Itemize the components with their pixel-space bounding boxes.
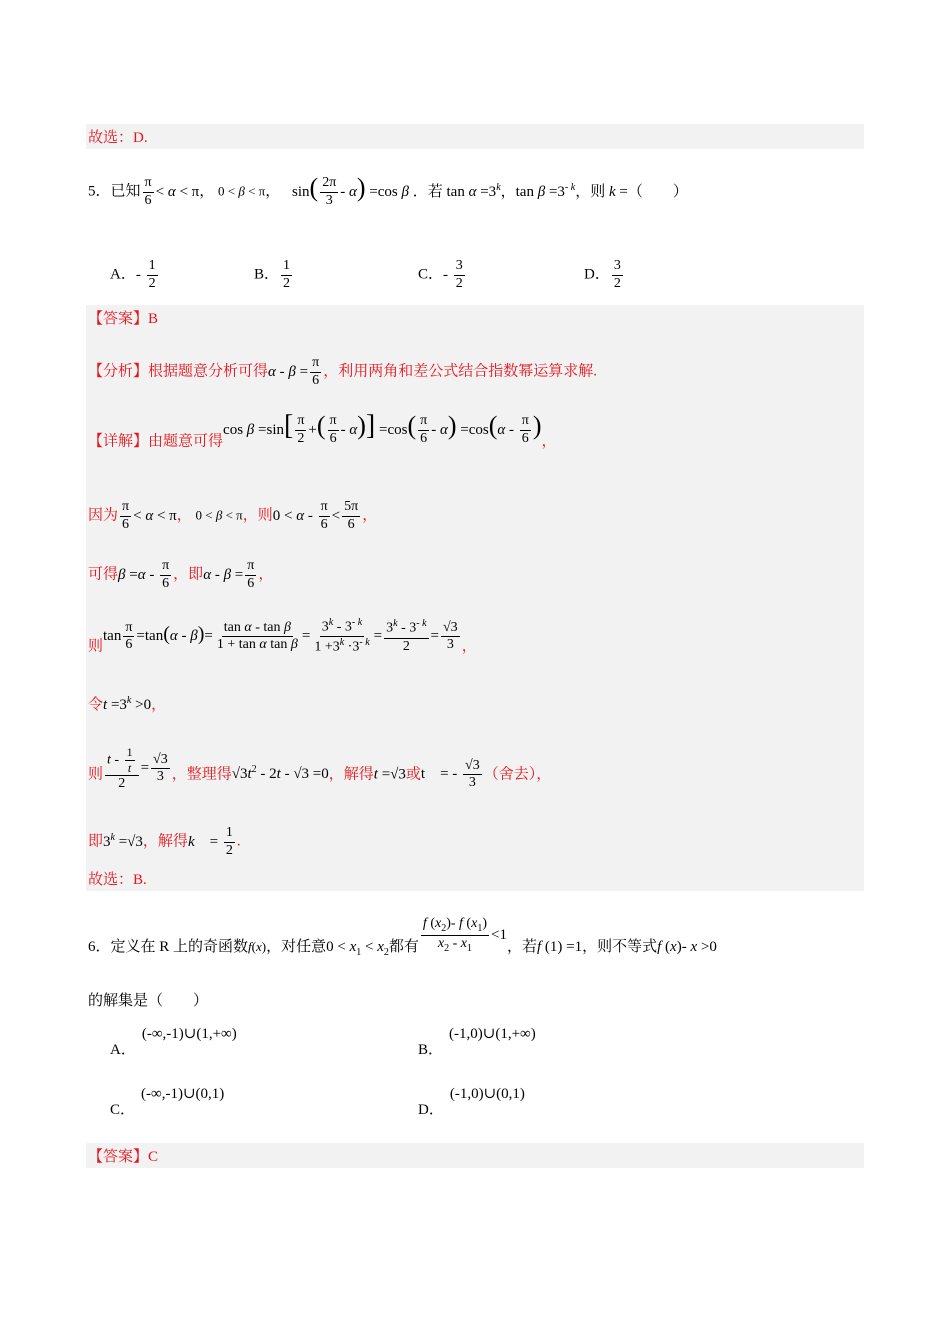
step6-k: k = $\frac{1}{2}$ bbox=[187, 825, 233, 858]
q5-analysis bbox=[88, 356, 597, 388]
detail-text: 由题意可得 bbox=[148, 433, 224, 450]
q6-stem bbox=[88, 916, 717, 967]
step6-text2: ，解得 bbox=[142, 833, 188, 850]
step1-text1: 因为 bbox=[88, 507, 119, 524]
analysis-formula: α - β = $\frac{\pi}{6}$ bbox=[268, 355, 320, 388]
q5-detail: 【详解】由题意可得cos β =sin[ $\frac{\pi}{2}$ +( $\frac{\pi}{6}$ - α)] =cos( $\frac{\pi}{6}$ - α) =cos(α - $\frac{\pi}{6}$ )， bbox=[88, 409, 557, 450]
step3-text: 则 bbox=[88, 638, 104, 655]
q5-option-a[interactable]: A．- $\frac{1}{2}$ bbox=[110, 258, 156, 291]
q6-stem5: ，则不等式 bbox=[582, 939, 658, 956]
q6-slope: $\frac{f (x_2)- f (x_1)}{x_2 - x_1}$ <1 bbox=[422, 916, 507, 955]
step5-text3: ，解得 bbox=[328, 766, 374, 783]
q6-stem1: 6．定义在 R 上的奇函数 bbox=[88, 939, 249, 956]
step5-text2: ，整理得 bbox=[171, 766, 232, 783]
analysis-text2: ，利用两角和差公式结合指数幂运算求解. bbox=[323, 363, 597, 380]
q6-f1: f (1) =1 bbox=[536, 939, 583, 956]
step3-formula: tan $\frac{\pi}{6}$ =tan(α - β)= $\frac{\text{tan α - tan β}}{\text{1 + tan α tan β}}$ = $\frac{3^k - 3^{- k}}{1 +3^k \cdot 3^{- k}}$ = $\frac{3^k - 3^{- k}}{2}$ = $\frac{√3}{3}$ bbox=[103, 617, 458, 655]
solution-band-q5 bbox=[86, 305, 864, 891]
q5-stem: 5．已知 $\frac{\pi}{6}$ < α < π， 0 < β < π， sin( $\frac{2\pi}{3}$ - α) =cos β ．若 $\tan \alpha =3^k$，$\tan \beta =3^{- k}$，则 k =（ ） bbox=[88, 172, 688, 208]
step5-text4: 或 bbox=[405, 766, 421, 783]
q5-condition-tan: ．若 $\tan \alpha =3^k$，$\tan \beta =3^{- k}$，则 k =（ ） bbox=[412, 181, 688, 200]
q5-condition-sin: sin( $\frac{2\pi}{3}$ - α) =cos β bbox=[292, 172, 410, 208]
q5-answer: 【答案】B bbox=[88, 311, 159, 327]
q5-option-b[interactable]: B． $\frac{1}{2}$ bbox=[254, 258, 291, 291]
q5-conclusion: 故选：B. bbox=[88, 872, 147, 888]
q6-answer: 【答案】C bbox=[88, 1149, 159, 1165]
prev-conclusion: 故选：D. bbox=[88, 130, 148, 146]
detail-tag: 【详解】 bbox=[88, 433, 149, 450]
step5-root2: t = - $\frac{√3}{3}$ bbox=[420, 757, 480, 791]
answer-band-q6 bbox=[86, 1143, 864, 1168]
step5-text5: （舍去）， bbox=[483, 766, 552, 783]
step5-quadratic: $√3t^2 - 2t - √3 =0$ bbox=[231, 764, 329, 783]
detail-formula: cos β =sin[ $\frac{\pi}{2}$ +( $\frac{\pi}{6}$ - α)] =cos( $\frac{\pi}{6}$ - α) =cos(α - $\frac{\pi}{6}$ ) bbox=[223, 409, 542, 446]
step6-eq: $3^k =√3$ bbox=[103, 831, 143, 850]
step1-cond-alpha: $\frac{\pi}{6}$ < α < π bbox=[122, 499, 177, 532]
conclusion-band-prev bbox=[86, 124, 864, 149]
step1-cond-beta: 0 < β < π bbox=[195, 507, 243, 523]
step2-diff: α - β = $\frac{\pi}{6}$ bbox=[203, 558, 255, 591]
q6-stem4: ，若 bbox=[506, 939, 537, 956]
q5-step2: 可得β =α - $\frac{\pi}{6}$ ，即α - β = $\frac{\pi}{6}$ ， bbox=[88, 558, 274, 591]
q5-step6: 即$3^k =√3$，解得k = $\frac{1}{2}$ . bbox=[88, 825, 241, 858]
analysis-text1: 根据题意分析可得 bbox=[148, 363, 269, 380]
q5-step3: 则tan $\frac{\pi}{6}$ =tan(α - β)= $\frac{\text{tan α - tan β}}{\text{1 + tan α tan β}}$ = $\frac{3^k - 3^{- k}}{1 +3^k \cdot 3^{- k}}$ = $\frac{3^k - 3^{- k}}{2}$ = $\frac{√3}{3}$ ， bbox=[88, 617, 477, 655]
q6-x-order: $0 < x_1 < x_2$ bbox=[326, 939, 389, 959]
q5-number: 5．已知 bbox=[88, 183, 141, 200]
q5-option-c[interactable]: C．- $\frac{3}{2}$ bbox=[418, 258, 463, 291]
step5-text1: 则 bbox=[88, 766, 104, 783]
q5-step1: 因为 $\frac{\pi}{6}$ < α < π， 0 < β < π，则0 < α - $\frac{\pi}{6}$ < $\frac{5\pi}{6}$ ， bbox=[88, 499, 378, 532]
q6-option-c[interactable]: C．(-∞,-1)∪(0,1) bbox=[110, 1086, 225, 1118]
step2-text2: ，即 bbox=[173, 566, 204, 583]
step1-range: 0 < α - $\frac{\pi}{6}$ < $\frac{5\pi}{6}$ bbox=[272, 499, 359, 532]
q5-step5 bbox=[88, 745, 552, 798]
q6-option-d[interactable]: D．(-1,0)∪(0,1) bbox=[418, 1086, 525, 1118]
step4-text: 令 bbox=[88, 697, 104, 713]
q5-step4: 令$t =3^k >0$， bbox=[88, 695, 167, 713]
q6-fx: f(x) bbox=[248, 939, 267, 955]
q5-condition-beta: 0 < β < π bbox=[218, 183, 266, 199]
q6-option-a[interactable]: A．(-∞,-1)∪(1,+∞) bbox=[110, 1026, 237, 1058]
q5-option-d[interactable]: D． $\frac{3}{2}$ bbox=[584, 258, 621, 291]
q6-stem2: ，对任意 bbox=[266, 939, 327, 956]
step4-formula: $t =3^k >0$ bbox=[103, 695, 152, 713]
q6-option-b[interactable]: B．(-1,0)∪(1,+∞) bbox=[418, 1026, 536, 1058]
step1-text2: ，则 bbox=[242, 507, 273, 524]
analysis-tag: 【分析】 bbox=[88, 363, 149, 380]
step2-beta: β =α - $\frac{\pi}{6}$ bbox=[118, 558, 170, 591]
step5-root1: t =√3 bbox=[373, 766, 406, 783]
q5-condition-alpha: $\frac{\pi}{6}$ < α < π bbox=[144, 175, 200, 208]
q6-stem3: 都有 bbox=[388, 939, 419, 956]
step2-text1: 可得 bbox=[88, 566, 119, 583]
step5-fraction: t - $\frac{1}{t}$ 2 = $\frac{√3}{3}$ bbox=[107, 745, 168, 792]
q6-stem-end: 的解集是（ ） bbox=[88, 993, 209, 1009]
step6-text1: 即 bbox=[88, 833, 104, 850]
q6-inequality: f (x)- x >0 bbox=[657, 939, 717, 956]
